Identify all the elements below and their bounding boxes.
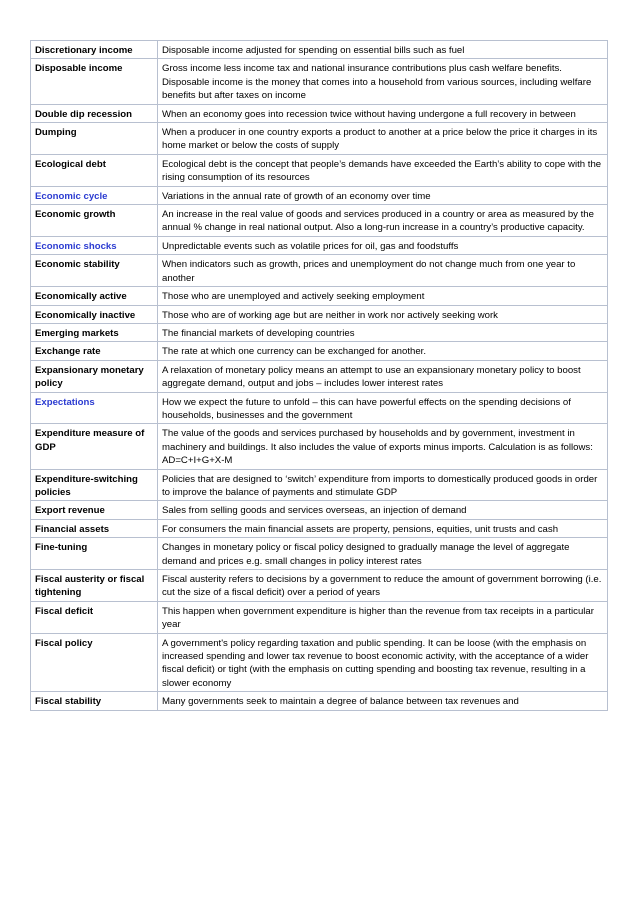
glossary-definition: Fiscal austerity refers to decisions by a government to reduce the amount of government borrowing (i.e. cut the size of a fiscal deficit) over a period of years: [158, 570, 608, 602]
glossary-definition: Variations in the annual rate of growth of an economy over time: [158, 186, 608, 204]
glossary-row: [31, 519, 608, 537]
glossary-term: Exchange rate: [31, 342, 158, 360]
glossary-row: [31, 501, 608, 519]
glossary-row: [31, 469, 608, 501]
glossary-term: Expansionary monetary policy: [31, 360, 158, 392]
glossary-term: Export revenue: [31, 501, 158, 519]
glossary-term: Economically inactive: [31, 305, 158, 323]
glossary-definition: Unpredictable events such as volatile prices for oil, gas and foodstuffs: [158, 236, 608, 254]
glossary-row: [31, 59, 608, 104]
glossary-row: [31, 205, 608, 237]
glossary-definition: Policies that are designed to ‘switch’ expenditure from imports to domestically produced goods in order to improve the balance of payments and stimulate GDP: [158, 469, 608, 501]
glossary-definition: A relaxation of monetary policy means an attempt to use an expansionary monetary policy to boost aggregate demand, output and jobs – includes lower interest rates: [158, 360, 608, 392]
glossary-row: [31, 538, 608, 570]
glossary-term: Fiscal policy: [31, 633, 158, 692]
glossary-row: [31, 323, 608, 341]
glossary-definition: A government's policy regarding taxation and public spending. It can be loose (with the emphasis on increased spending and lower tax revenue to boost economic activity, with the acceptance of a wider fiscal deficit) or tight (with the emphasis on cutting spending and boosting tax revenue, resulting in a slower economy: [158, 633, 608, 692]
glossary-term: Fine-tuning: [31, 538, 158, 570]
glossary-row: [31, 186, 608, 204]
glossary-term-link[interactable]: Economic shocks: [31, 236, 158, 254]
glossary-term: Discretionary income: [31, 41, 158, 59]
glossary-term-link[interactable]: Expectations: [31, 392, 158, 424]
glossary-row: [31, 104, 608, 122]
glossary-table: [30, 40, 608, 711]
glossary-definition: Many governments seek to maintain a degree of balance between tax revenues and: [158, 692, 608, 710]
glossary-definition: For consumers the main financial assets are property, pensions, equities, unit trusts and cash: [158, 519, 608, 537]
glossary-definition: Those who are of working age but are neither in work nor actively seeking work: [158, 305, 608, 323]
glossary-row: [31, 287, 608, 305]
glossary-definition: When an economy goes into recession twice without having undergone a full recovery in between: [158, 104, 608, 122]
glossary-row: [31, 633, 608, 692]
glossary-definition: How we expect the future to unfold – this can have powerful effects on the spending decisions of households, businesses and the government: [158, 392, 608, 424]
glossary-definition: Those who are unemployed and actively seeking employment: [158, 287, 608, 305]
glossary-term: Disposable income: [31, 59, 158, 104]
glossary-term: Ecological debt: [31, 154, 158, 186]
glossary-row: [31, 424, 608, 469]
glossary-row: [31, 255, 608, 287]
glossary-term-link[interactable]: Economic cycle: [31, 186, 158, 204]
glossary-body: [31, 41, 608, 711]
glossary-term: Economic growth: [31, 205, 158, 237]
glossary-term: Fiscal austerity or fiscal tightening: [31, 570, 158, 602]
glossary-definition: Disposable income adjusted for spending on essential bills such as fuel: [158, 41, 608, 59]
glossary-definition: Sales from selling goods and services overseas, an injection of demand: [158, 501, 608, 519]
glossary-definition: The rate at which one currency can be exchanged for another.: [158, 342, 608, 360]
glossary-definition: The value of the goods and services purchased by households and by government, investment in machinery and buildings. It also includes the value of exports minus imports. Calculation is as follows: AD=C+I+G+X-M: [158, 424, 608, 469]
glossary-row: [31, 154, 608, 186]
glossary-term: Fiscal deficit: [31, 601, 158, 633]
glossary-definition: This happen when government expenditure is higher than the revenue from tax receipts in a particular year: [158, 601, 608, 633]
glossary-row: [31, 236, 608, 254]
glossary-row: [31, 360, 608, 392]
glossary-row: [31, 570, 608, 602]
glossary-row: [31, 692, 608, 710]
glossary-term: Expenditure measure of GDP: [31, 424, 158, 469]
glossary-definition: An increase in the real value of goods and services produced in a country or area as measured by the annual % change in real national output. Also a long-run increase in a country’s productive capacity.: [158, 205, 608, 237]
glossary-term: Fiscal stability: [31, 692, 158, 710]
glossary-term: Economic stability: [31, 255, 158, 287]
glossary-row: [31, 41, 608, 59]
glossary-row: [31, 392, 608, 424]
glossary-definition: Ecological debt is the concept that people’s demands have exceeded the Earth’s ability to cope with the rising consumption of its resources: [158, 154, 608, 186]
glossary-definition: Gross income less income tax and national insurance contributions plus cash welfare benefits. Disposable income is the money that comes into a household from various sources, including welfare benefits but after taxes on income: [158, 59, 608, 104]
glossary-row: [31, 342, 608, 360]
glossary-term: Expenditure-switching policies: [31, 469, 158, 501]
glossary-row: [31, 305, 608, 323]
glossary-definition: The financial markets of developing countries: [158, 323, 608, 341]
glossary-row: [31, 123, 608, 155]
glossary-definition: Changes in monetary policy or fiscal policy designed to gradually manage the level of aggregate demand and prices e.g. small changes in policy interest rates: [158, 538, 608, 570]
glossary-definition: When indicators such as growth, prices and unemployment do not change much from one year to another: [158, 255, 608, 287]
glossary-definition: When a producer in one country exports a product to another at a price below the price it charges in its home market or below the costs of supply: [158, 123, 608, 155]
glossary-term: Dumping: [31, 123, 158, 155]
glossary-term: Economically active: [31, 287, 158, 305]
glossary-term: Financial assets: [31, 519, 158, 537]
glossary-term: Double dip recession: [31, 104, 158, 122]
glossary-row: [31, 601, 608, 633]
glossary-term: Emerging markets: [31, 323, 158, 341]
